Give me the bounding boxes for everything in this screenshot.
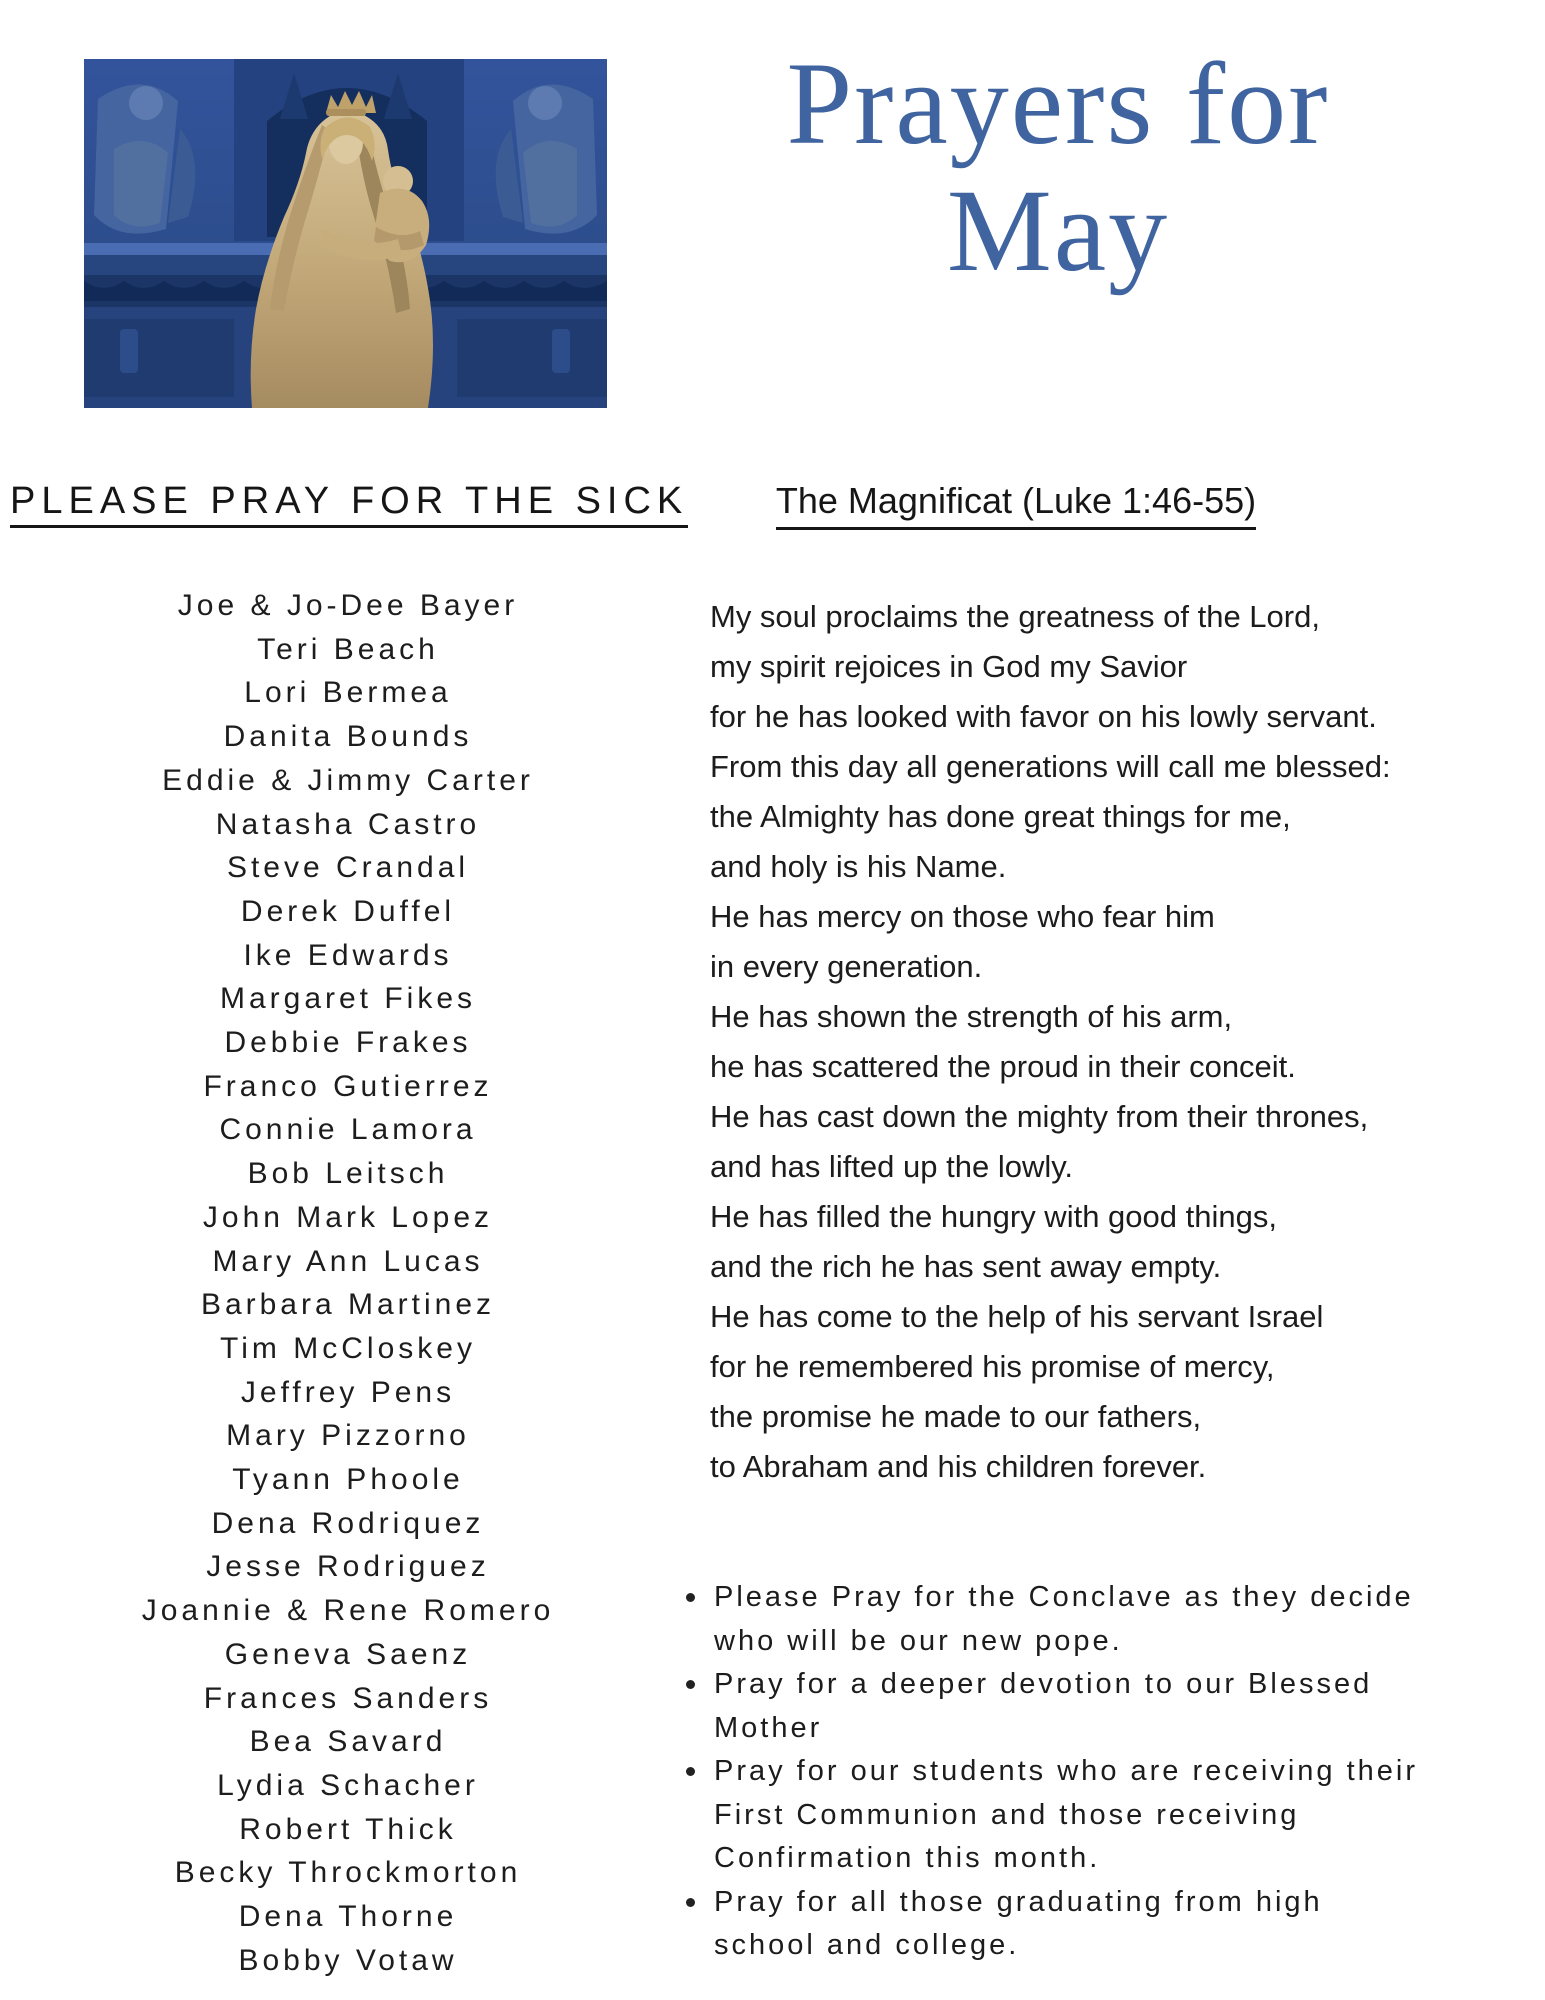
sick-name: Teri Beach [257, 632, 439, 666]
bullet-dot-icon [686, 1593, 695, 1602]
sick-name: Tyann Phoole [232, 1463, 464, 1497]
magnificat-line: My soul proclaims the greatness of the Lord, [710, 599, 1320, 634]
madonna-and-child-photo [84, 59, 607, 408]
sick-section [10, 480, 689, 1983]
intention-item [684, 1576, 1540, 1663]
intention-line: Mother [714, 1711, 823, 1744]
sick-name: Joe & Jo-Dee Bayer [177, 589, 519, 622]
magnificat-line: He has mercy on those who fear him [710, 899, 1215, 934]
sick-name: Lydia Schacher [217, 1768, 479, 1802]
sick-name: Barbara Martinez [200, 1288, 496, 1322]
magnificat-heading-wrap [710, 478, 1322, 530]
magnificat-line: my spirit rejoices in God my Savior [710, 649, 1188, 684]
intention-line: school and college. [714, 1929, 1020, 1961]
sick-name: Margaret Fikes [219, 982, 477, 1016]
sick-name: Becky Throckmorton [174, 1856, 522, 1890]
sick-name: Franco Gutierrez [203, 1069, 493, 1103]
page-title-line2: May [946, 165, 1170, 296]
sick-name: Steve Crandal [226, 851, 470, 885]
intention-line: who will be our new pope. [714, 1624, 1123, 1657]
magnificat-text [710, 592, 1545, 1492]
sick-name: Derek Duffel [240, 894, 456, 928]
sick-name: Mary Ann Lucas [212, 1244, 484, 1278]
magnificat-line: He has come to the help of his servant Israel [710, 1299, 1324, 1334]
madonna-and-child-illustration [84, 59, 607, 408]
sick-heading: PLEASE PRAY FOR THE SICK [10, 480, 688, 528]
magnificat-line: the Almighty has done great things for me, [710, 799, 1291, 834]
sick-name: Ike Edwards [243, 938, 453, 972]
intention-line: Confirmation this month. [714, 1842, 1101, 1874]
magnificat-line: He has shown the strength of his arm, [710, 999, 1233, 1034]
sick-name: Bobby Votaw [238, 1943, 458, 1977]
sick-name: Eddie & Jimmy Carter [162, 763, 534, 797]
magnificat-line: He has cast down the mighty from their thrones, [710, 1099, 1369, 1134]
sick-name: Connie Lamora [219, 1113, 477, 1147]
intention-line: Please Pray for the Conclave as they decide [714, 1581, 1414, 1613]
intention-item [684, 1881, 1540, 1968]
intention-line: First Communion and those receiving [714, 1798, 1300, 1831]
intention-line: Pray for a deeper devotion to our Blessed [714, 1668, 1373, 1700]
sick-name: Robert Thick [239, 1812, 457, 1846]
magnificat-line: to Abraham and his children forever. [710, 1449, 1207, 1484]
magnificat-line: he has scattered the proud in their conceit. [710, 1049, 1296, 1084]
intentions-list [684, 1576, 1540, 1968]
sick-name: Dena Rodriquez [211, 1506, 485, 1540]
sick-name: Debbie Frakes [224, 1026, 472, 1060]
intention-line: Pray for our students who are receiving their [714, 1755, 1418, 1787]
sick-name: Mary Pizzorno [226, 1419, 470, 1453]
sick-name: Geneva Saenz [224, 1637, 472, 1671]
magnificat-line: the promise he made to our fathers, [710, 1399, 1202, 1434]
magnificat-line: for he remembered his promise of mercy, [710, 1349, 1275, 1384]
magnificat-line: and holy is his Name. [710, 849, 1007, 884]
sick-name: Natasha Castro [215, 807, 481, 841]
sick-name: Lori Bermea [244, 676, 452, 710]
sick-name: Bea Savard [249, 1725, 447, 1759]
magnificat-line: He has filled the hungry with good things, [710, 1199, 1277, 1234]
magnificat-line: and has lifted up the lowly. [710, 1149, 1074, 1184]
sick-name: John Mark Lopez [202, 1200, 494, 1234]
sick-name: Danita Bounds [223, 720, 473, 754]
magnificat-line: for he has looked with favor on his lowly servant. [710, 699, 1377, 734]
page-title-line1: Prayers for [786, 38, 1330, 169]
intention-line: Pray for all those graduating from high [714, 1885, 1323, 1918]
bullet-dot-icon [686, 1767, 695, 1776]
sick-name: Frances Sanders [203, 1681, 493, 1715]
sick-name: Dena Thorne [238, 1900, 458, 1934]
magnificat-section [710, 478, 1545, 1492]
magnificat-line: From this day all generations will call me blessed: [710, 749, 1391, 784]
sick-name: Bob Leitsch [247, 1157, 449, 1191]
intention-item [684, 1663, 1540, 1750]
bullet-dot-icon [686, 1680, 695, 1689]
page-title [600, 40, 1516, 294]
intention-item [684, 1750, 1540, 1881]
magnificat-heading: The Magnificat (Luke 1:46-55) [776, 478, 1256, 530]
bullet-dot-icon [686, 1898, 695, 1907]
sick-names-list [10, 584, 686, 1983]
sick-name: Tim McCloskey [220, 1331, 476, 1365]
sick-name: Joannie & Rene Romero [141, 1594, 555, 1628]
magnificat-line: and the rich he has sent away empty. [710, 1249, 1222, 1284]
sick-name: Jesse Rodriguez [206, 1550, 490, 1584]
sick-name: Jeffrey Pens [240, 1375, 456, 1409]
magnificat-line: in every generation. [710, 949, 983, 984]
